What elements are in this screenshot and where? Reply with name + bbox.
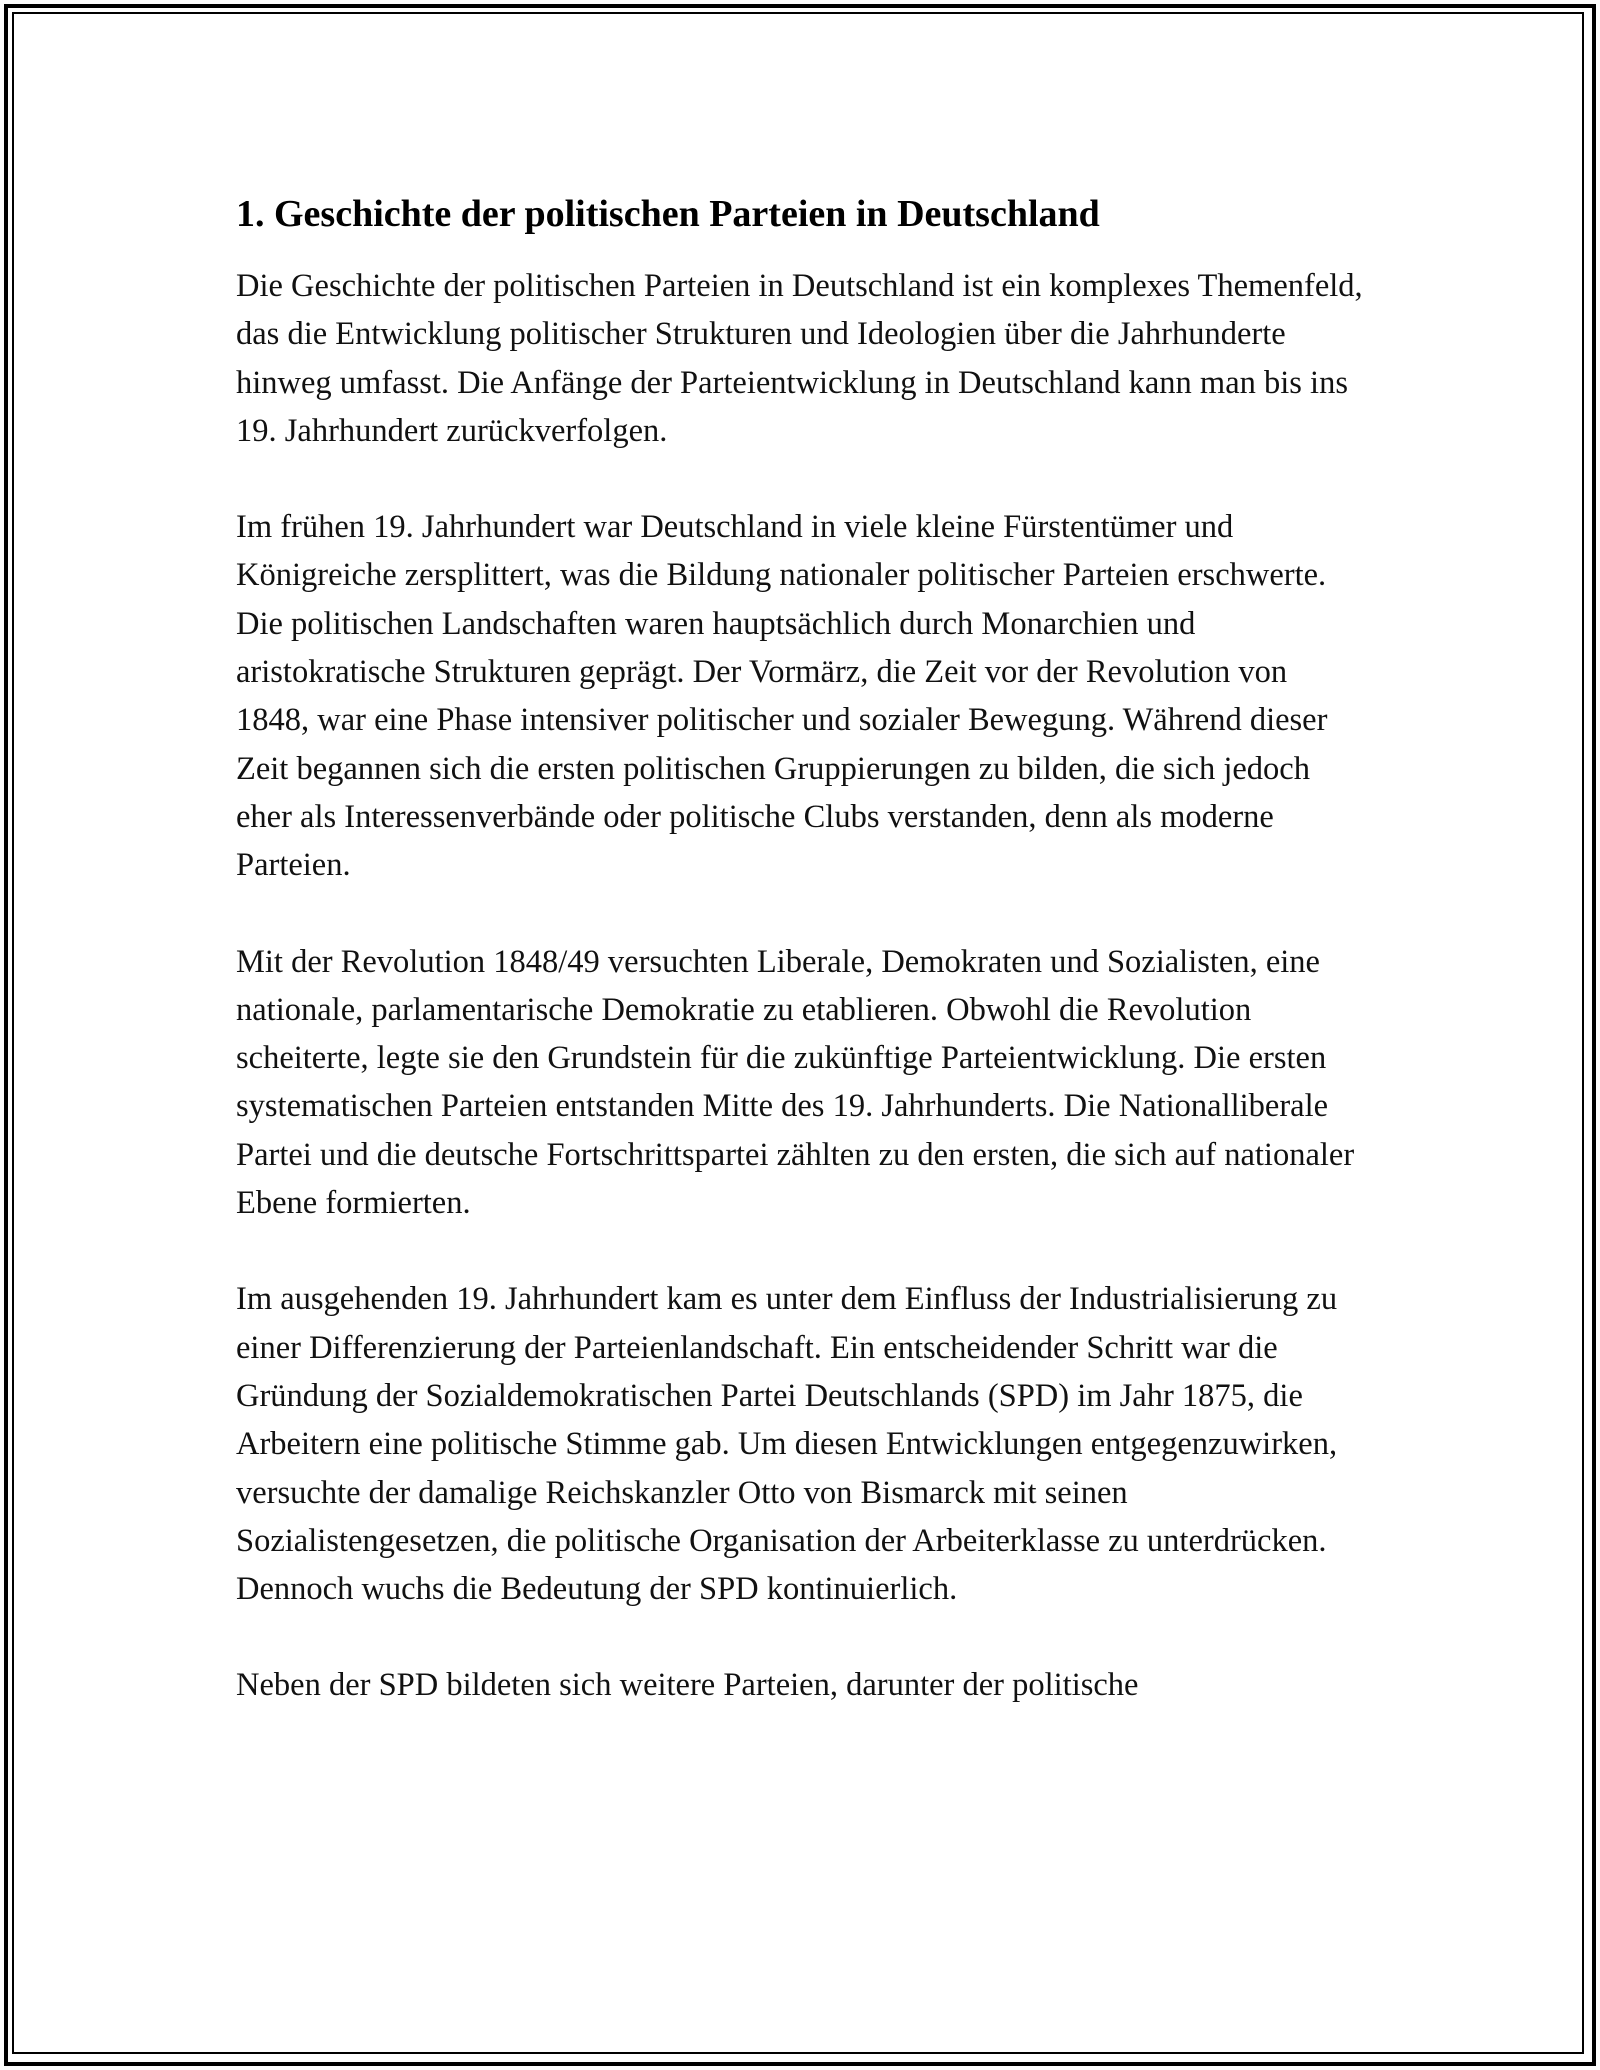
paragraph-4: Im ausgehenden 19. Jahrhundert kam es unter dem Einfluss der Industrialisierung zu einer Differenzierung der Parteienlandschaft. Ein entscheidender Schritt war die Gründung der Sozialdemokratischen Partei Deutschlands (SPD) im Jahr 1875, die Arbeitern eine politische Stimme gab. Um diesen Entwicklungen entgegenzuwirken, versuchte der damalige Reichskanzler Otto von Bismarck mit seinen Sozialistengesetzen, die politische Organisation der Arbeiterklasse zu unterdrücken. Dennoch wuchs die Bedeutung der SPD kontinuierlich. [236, 1281, 1338, 1608]
paragraph-1: Die Geschichte der politischen Parteien in Deutschland ist ein komplexes Themenfeld, das die Entwicklung politischer Strukturen und Ideologien über die Jahrhunderte hinweg umfasst. Die Anfänge der Parteientwicklung in Deutschland kann man bis ins 19. Jahrhundert zurückverfolgen. [236, 268, 1363, 449]
paragraph-2: Im frühen 19. Jahrhundert war Deutschland in viele kleine Fürstentümer und Königreiche zersplittert, was die Bildung nationaler politischer Parteien erschwerte. Die politischen Landschaften waren hauptsächlich durch Monarchien und aristokratische Strukturen geprägt. Der Vormärz, die Zeit vor der Revolution von 1848, war eine Phase intensiver politischer und sozialer Bewegung. Während dieser Zeit begannen sich die ersten politischen Gruppierungen zu bilden, die sich jedoch eher als Interessenverbände oder politische Clubs verstanden, denn als moderne Parteien. [236, 509, 1328, 884]
paragraph-3: Mit der Revolution 1848/49 versuchten Liberale, Demokraten und Sozialisten, eine nationale, parlamentarische Demokratie zu etablieren. Obwohl die Revolution scheiterte, legte sie den Grundstein für die zukünftige Parteientwicklung. Die ersten systematischen Parteien entstanden Mitte des 19. Jahrhunderts. Die Nationalliberale Partei und die deutsche Fortschrittspartei zählten zu den ersten, die sich auf nationaler Ebene formierten. [236, 943, 1355, 1222]
document-body [236, 184, 1366, 1758]
section-heading: 1. Geschichte der politischen Parteien in Deutschland [236, 193, 1100, 235]
paragraph-5: Neben der SPD bildeten sich weitere Parteien, darunter der politische [236, 1667, 1139, 1704]
